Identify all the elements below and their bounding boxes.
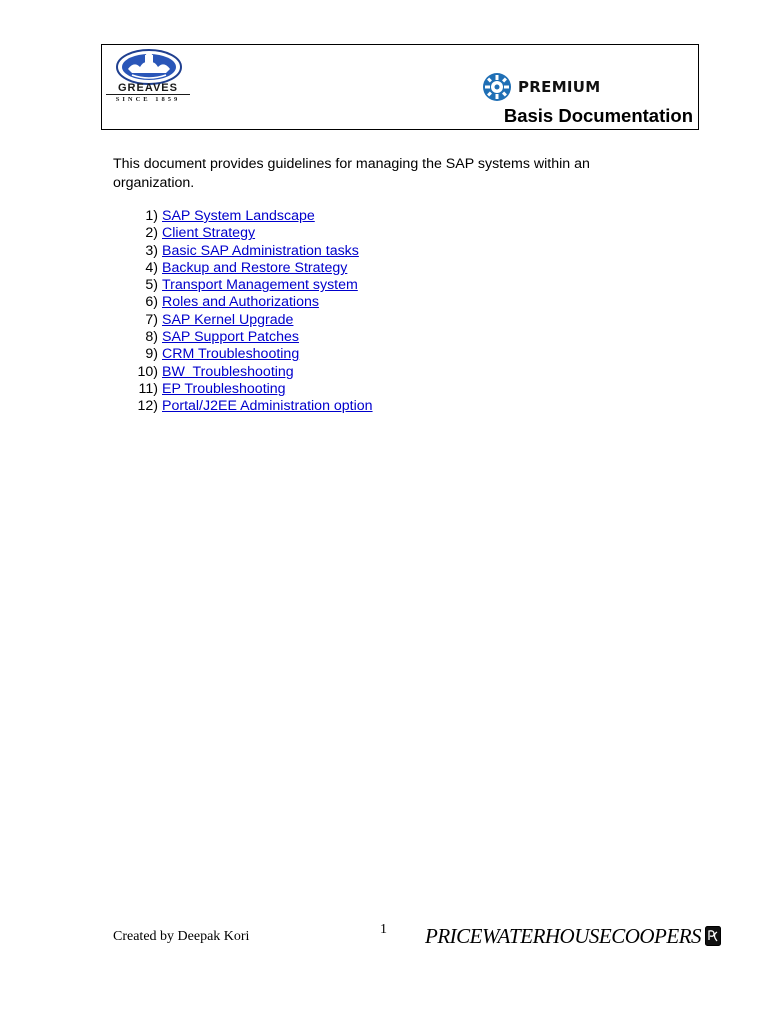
greaves-logo	[102, 45, 192, 107]
toc-item	[113, 381, 373, 398]
toc-item	[113, 277, 373, 294]
page-number: 1	[380, 922, 387, 937]
premium-label: PREMIUM	[518, 78, 601, 96]
toc-item	[113, 294, 373, 311]
table-of-contents	[113, 208, 373, 416]
toc-item	[113, 243, 373, 260]
company-since: SINCE 1859	[115, 96, 181, 103]
toc-item	[113, 398, 373, 415]
toc-item	[113, 260, 373, 277]
toc-number: 4)	[145, 259, 158, 276]
greaves-emblem-icon	[114, 47, 184, 85]
toc-number: 5)	[145, 277, 158, 294]
toc-item	[113, 329, 373, 346]
toc-link-bw-troubleshooting[interactable]: BW Troubleshooting	[162, 363, 294, 380]
toc-item	[113, 312, 373, 329]
toc-link-backup-restore[interactable]: Backup and Restore Strategy	[162, 259, 348, 276]
toc-link-sap-system-landscape[interactable]: SAP System Landscape	[162, 208, 315, 224]
toc-link-support-patches[interactable]: SAP Support Patches	[162, 329, 299, 346]
toc-link-client-strategy[interactable]: Client Strategy	[162, 225, 256, 242]
footer-author: Created by Deepak Kori	[113, 929, 250, 944]
toc-link-crm-troubleshooting[interactable]: CRM Troubleshooting	[162, 346, 300, 363]
toc-number: 6)	[145, 294, 158, 311]
toc-link-ep-troubleshooting[interactable]: EP Troubleshooting	[162, 380, 286, 397]
toc-number: 11)	[138, 380, 158, 397]
toc-link-portal-j2ee[interactable]: Portal/J2EE Administration option	[162, 398, 373, 415]
document-header	[101, 44, 699, 130]
pwc-logo	[425, 924, 721, 948]
toc-number: 9)	[145, 346, 158, 363]
toc-link-transport-management[interactable]: Transport Management system	[162, 277, 358, 294]
toc-number: 3)	[145, 242, 158, 259]
toc-number: 7)	[145, 311, 158, 328]
toc-link-kernel-upgrade[interactable]: SAP Kernel Upgrade	[162, 311, 294, 328]
premium-badge	[482, 71, 601, 103]
toc-item	[113, 225, 373, 242]
toc-number: 8)	[145, 329, 158, 346]
intro-paragraph: This document provides guidelines for managing the SAP systems within an organization.	[113, 156, 590, 191]
document-title: Basis Documentation	[503, 105, 693, 126]
pwc-logo-text: PRICEWATERHOUSECOOPERS	[425, 924, 702, 948]
toc-number: 10)	[137, 363, 158, 380]
toc-link-roles-authorizations[interactable]: Roles and Authorizations	[162, 294, 319, 311]
toc-number: 12)	[137, 398, 158, 415]
toc-item	[113, 364, 373, 381]
pwc-mark-icon	[705, 926, 721, 946]
premium-gear-icon	[482, 72, 512, 102]
toc-item	[113, 346, 373, 363]
company-name: GREAVES	[106, 82, 190, 95]
toc-link-basic-administration[interactable]: Basic SAP Administration tasks	[162, 242, 359, 259]
toc-number: 2)	[145, 225, 158, 242]
toc-number: 1)	[145, 208, 158, 224]
toc-item	[113, 208, 373, 225]
